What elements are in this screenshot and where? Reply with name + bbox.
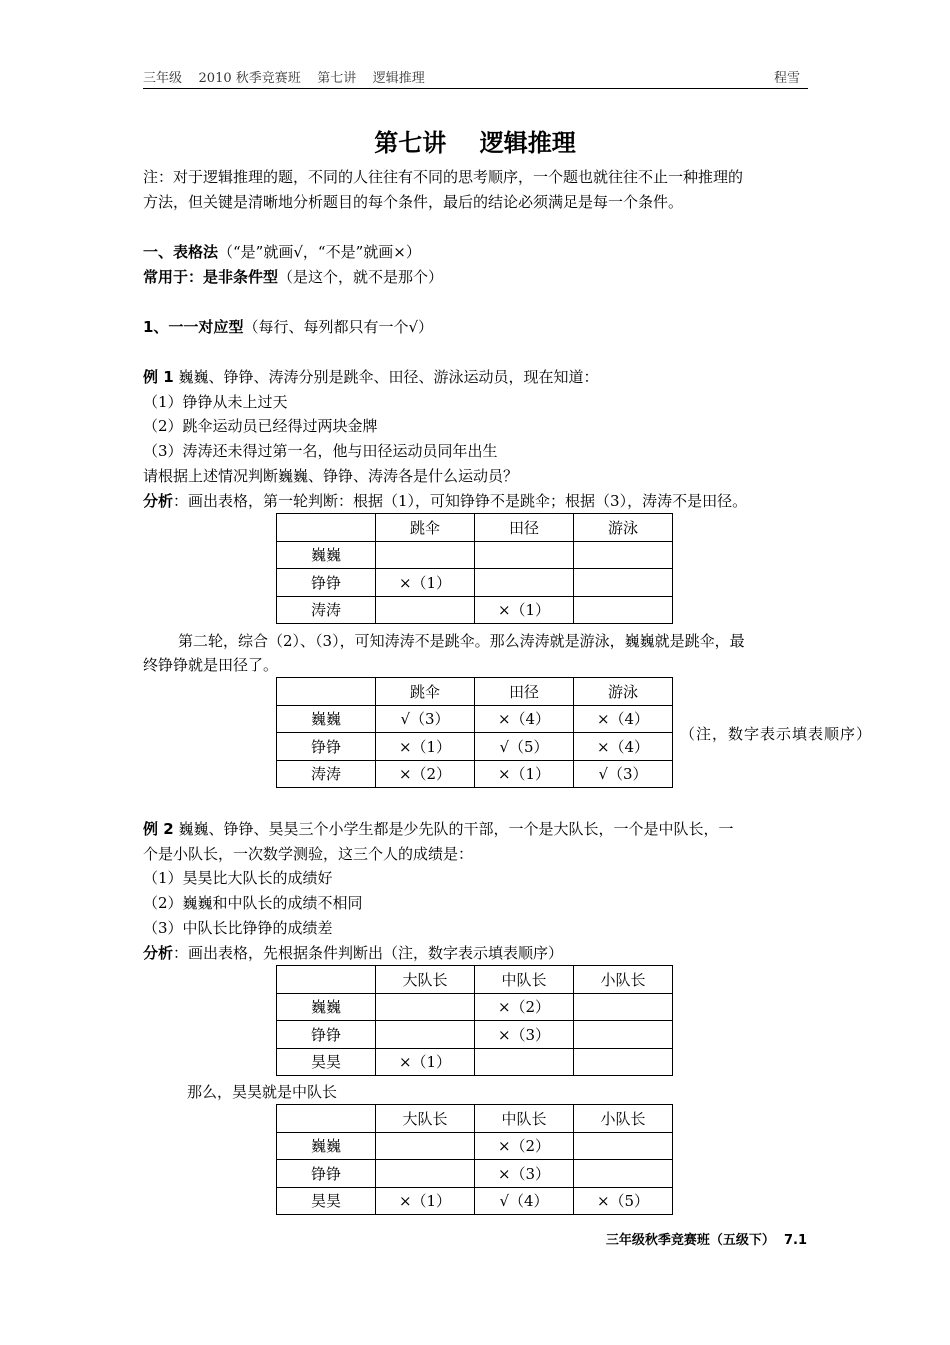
table-row xyxy=(277,705,673,733)
table-cell: ×（4） xyxy=(475,705,574,733)
table-header-cell: 田径 xyxy=(475,678,574,706)
table-header-cell xyxy=(277,514,376,542)
header-course-info: 三年级 2010 秋季竞赛班 第七讲 逻辑推理 xyxy=(143,71,425,86)
table-cell xyxy=(376,541,475,569)
table-row-label: 巍巍 xyxy=(277,705,376,733)
table-cell: ×（5） xyxy=(574,1187,673,1215)
example-2-label: 例 2 xyxy=(143,820,174,838)
table-header-cell: 大队长 xyxy=(376,1105,475,1133)
table-cell xyxy=(475,569,574,597)
table-row-label: 铮铮 xyxy=(277,733,376,761)
table-cell: ×（1） xyxy=(475,760,574,788)
table-cell xyxy=(475,1048,574,1076)
table-row xyxy=(277,569,673,597)
table-row-label: 昊昊 xyxy=(277,1048,376,1076)
table-header-cell: 中队长 xyxy=(475,966,574,994)
table-row xyxy=(277,541,673,569)
example-1-table-note: （注，数字表示填表顺序） xyxy=(680,725,873,743)
table-cell: ×（1） xyxy=(376,1048,475,1076)
example-2-table-step-2 xyxy=(276,1104,673,1215)
table-row-label: 昊昊 xyxy=(277,1187,376,1215)
table-header-cell: 小队长 xyxy=(574,1105,673,1133)
table-row xyxy=(277,1160,673,1188)
subsection-note: （每行、每列都只有一个√） xyxy=(243,318,434,336)
table-cell: ×（1） xyxy=(376,733,475,761)
table-row-label: 铮铮 xyxy=(277,569,376,597)
analysis-label: 分析 xyxy=(143,944,174,962)
table-header-cell: 田径 xyxy=(475,514,574,542)
table-row-label: 涛涛 xyxy=(277,760,376,788)
table-row xyxy=(277,733,673,761)
table-header-cell: 中队长 xyxy=(475,1105,574,1133)
example-2-statement-line-1 xyxy=(143,819,733,839)
example-2-conclusion: 那么，昊昊就是中队长 xyxy=(187,1083,338,1101)
table-row xyxy=(277,1048,673,1076)
table-row xyxy=(277,760,673,788)
example-1-label: 例 1 xyxy=(143,368,174,386)
table-header-row xyxy=(277,1105,673,1133)
usage-note: （是这个，就不是那个） xyxy=(278,268,444,286)
table-cell xyxy=(376,1021,475,1049)
subsection-heading xyxy=(143,317,433,337)
table-row-label: 巍巍 xyxy=(277,1132,376,1160)
example-2-condition-1: （1）昊昊比大队长的成绩好 xyxy=(143,869,333,887)
table-row-label: 铮铮 xyxy=(277,1160,376,1188)
table-row-label: 涛涛 xyxy=(277,596,376,624)
section-heading-table-method xyxy=(143,242,421,262)
example-2-analysis xyxy=(143,943,563,963)
table-cell: ×（2） xyxy=(475,993,574,1021)
example-1-round-2-line-2: 终铮铮就是田径了。 xyxy=(143,656,279,674)
example-1-table-round-1 xyxy=(276,513,673,624)
usage-label: 常用于：是非条件型 xyxy=(143,268,279,286)
intro-line-1: 注：对于逻辑推理的题，不同的人往往有不同的思考顺序，一个题也就往往不止一种推理的 xyxy=(143,168,744,186)
table-cell: ×（2） xyxy=(376,760,475,788)
table-cell: √（5） xyxy=(475,733,574,761)
table-row xyxy=(277,1132,673,1160)
table-cell: ×（3） xyxy=(475,1160,574,1188)
table-row xyxy=(277,1021,673,1049)
table-cell xyxy=(376,1132,475,1160)
table-row xyxy=(277,1187,673,1215)
table-cell: ×（1） xyxy=(376,1187,475,1215)
example-1-condition-1: （1）铮铮从未上过天 xyxy=(143,393,288,411)
table-row xyxy=(277,993,673,1021)
table-row-label: 铮铮 xyxy=(277,1021,376,1049)
intro-line-2: 方法，但关键是清晰地分析题目的每个条件，最后的结论必须满足是每一个条件。 xyxy=(143,193,684,211)
example-1-table-round-2 xyxy=(276,677,673,788)
table-cell: ×（1） xyxy=(376,569,475,597)
table-cell: ×（3） xyxy=(475,1021,574,1049)
section-heading-label: 一、表格法 xyxy=(143,243,219,261)
example-1-round-2-line-1: 第二轮，综合（2）、（3），可知涛涛不是跳伞。那么涛涛就是游泳，巍巍就是跳伞，最 xyxy=(178,632,745,650)
table-cell xyxy=(574,1160,673,1188)
example-2-text: 巍巍、铮铮、昊昊三个小学生都是少先队的干部，一个是大队长，一个是中队长，一 xyxy=(173,820,734,838)
usage-line xyxy=(143,267,443,287)
table-cell xyxy=(475,541,574,569)
table-header-cell: 跳伞 xyxy=(376,514,475,542)
subsection-label: 1、一一对应型 xyxy=(143,318,244,336)
table-header-cell xyxy=(277,678,376,706)
table-cell: ×（4） xyxy=(574,733,673,761)
table-cell xyxy=(574,569,673,597)
example-2-table-step-1 xyxy=(276,965,673,1076)
example-1-statement xyxy=(143,367,598,387)
table-header-cell xyxy=(277,966,376,994)
example-2-condition-2: （2）巍巍和中队长的成绩不相同 xyxy=(143,894,363,912)
table-header-row xyxy=(277,514,673,542)
table-cell: √（3） xyxy=(574,760,673,788)
table-header-cell: 小队长 xyxy=(574,966,673,994)
table-cell xyxy=(574,1021,673,1049)
example-2-statement-line-2: 个是小队长，一次数学测验，这三个人的成绩是： xyxy=(143,845,474,863)
table-cell xyxy=(376,596,475,624)
table-cell xyxy=(574,541,673,569)
page-footer: 三年级秋季竞赛班（五级下） 7.1 xyxy=(605,1233,807,1248)
table-header-cell: 跳伞 xyxy=(376,678,475,706)
analysis-text: ：画出表格，先根据条件判断出（注，数字表示填表顺序） xyxy=(173,944,564,962)
table-header-cell: 游泳 xyxy=(574,678,673,706)
example-1-analysis xyxy=(143,491,747,511)
section-heading-note: （“是”就画√，“不是”就画×） xyxy=(218,243,421,261)
example-1-question: 请根据上述情况判断巍巍、铮铮、涛涛各是什么运动员？ xyxy=(143,467,519,485)
table-row-label: 巍巍 xyxy=(277,993,376,1021)
table-cell: √（4） xyxy=(475,1187,574,1215)
table-cell: √（3） xyxy=(376,705,475,733)
table-header-row xyxy=(277,678,673,706)
example-1-condition-3: （3）涛涛还未得过第一名，他与田径运动员同年出生 xyxy=(143,442,498,460)
table-header-cell xyxy=(277,1105,376,1133)
example-1-text: 巍巍、铮铮、涛涛分别是跳伞、田径、游泳运动员，现在知道： xyxy=(173,368,599,386)
page-header xyxy=(143,66,808,89)
table-cell xyxy=(376,993,475,1021)
table-cell xyxy=(574,1048,673,1076)
table-cell: ×（4） xyxy=(574,705,673,733)
example-2-condition-3: （3）中队长比铮铮的成绩差 xyxy=(143,919,333,937)
table-cell xyxy=(574,596,673,624)
table-row xyxy=(277,596,673,624)
analysis-label: 分析 xyxy=(143,492,174,510)
table-cell: ×（2） xyxy=(475,1132,574,1160)
header-author: 程雪 xyxy=(773,71,800,86)
table-cell xyxy=(574,993,673,1021)
table-cell xyxy=(376,1160,475,1188)
example-1-condition-2: （2）跳伞运动员已经得过两块金牌 xyxy=(143,417,378,435)
table-header-cell: 大队长 xyxy=(376,966,475,994)
table-cell xyxy=(574,1132,673,1160)
table-header-row xyxy=(277,966,673,994)
table-cell: ×（1） xyxy=(475,596,574,624)
table-row-label: 巍巍 xyxy=(277,541,376,569)
page-title: 第七讲 逻辑推理 xyxy=(374,128,576,157)
table-header-cell: 游泳 xyxy=(574,514,673,542)
analysis-text: ：画出表格，第一轮判断：根据（1），可知铮铮不是跳伞；根据（3），涛涛不是田径。 xyxy=(173,492,748,510)
